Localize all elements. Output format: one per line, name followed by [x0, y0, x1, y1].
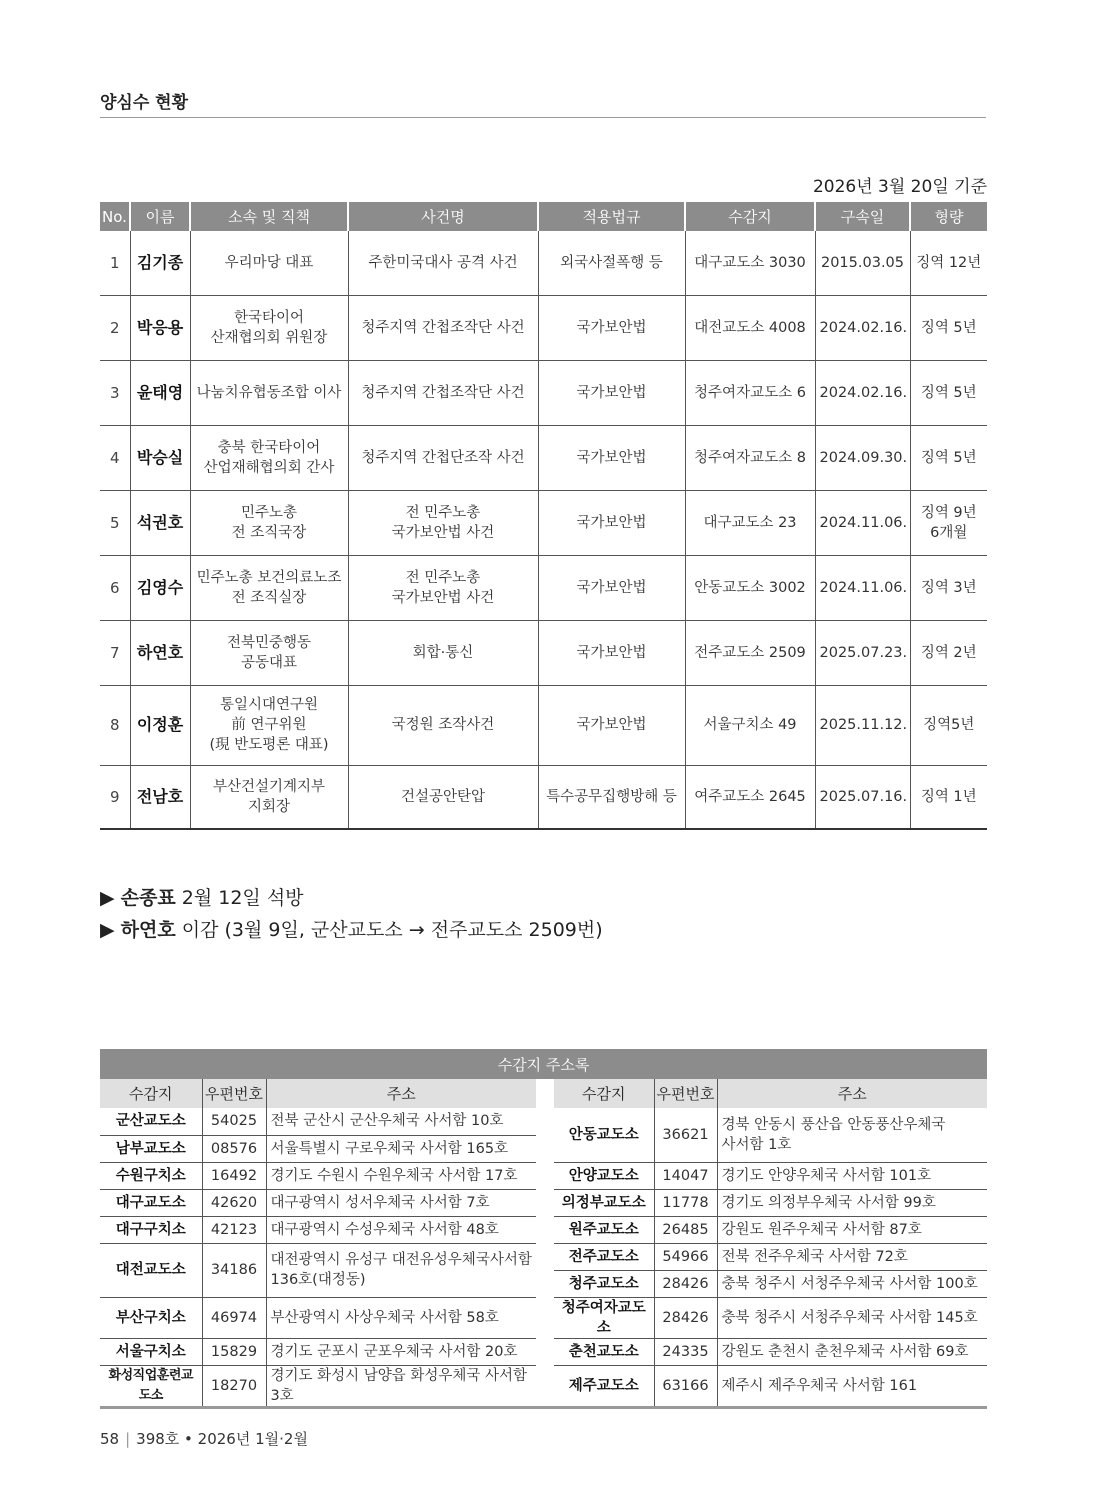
address-row: [100, 1189, 987, 1216]
arrest-date-cell: 2024.09.30.: [815, 425, 910, 490]
institution-name: 제주교도소: [554, 1365, 654, 1407]
triangle-right-icon: ▶: [100, 919, 115, 941]
prison-cell: 대구교도소 3030: [685, 231, 815, 295]
case-cell: 전 민주노총 국가보안법 사건: [348, 555, 538, 620]
note-name: 하연호: [120, 919, 176, 941]
col-case: 사건명: [348, 202, 538, 231]
case-cell: 청주지역 간첩조작단 사건: [348, 295, 538, 360]
law-cell: 국가보안법: [538, 620, 685, 685]
table-row: [100, 685, 987, 765]
col-prison: 수감지: [685, 202, 815, 231]
row-number: 9: [100, 765, 130, 829]
institution-name: 전주교도소: [554, 1243, 654, 1270]
zip-code: 42123: [202, 1216, 266, 1243]
table-row: [100, 295, 987, 360]
page-footer: 58 | 398호 • 2026년 1월·2월: [100, 1430, 308, 1448]
law-cell: 국가보안법: [538, 685, 685, 765]
col-arrest-date: 구속일: [815, 202, 910, 231]
affiliation-cell: 충북 한국타이어 산업재해협의회 간사: [190, 425, 348, 490]
law-cell: 국가보안법: [538, 425, 685, 490]
zip-code: 28426: [654, 1297, 717, 1338]
institution-name: 남부교도소: [100, 1135, 202, 1162]
basis-date: 2026년 3월 20일 기준: [812, 177, 987, 197]
sentence-cell: 징역 2년: [910, 620, 987, 685]
zip-code: 11778: [654, 1189, 717, 1216]
note-text: 2월 12일 석방: [175, 887, 304, 909]
address-table-caption: 수감지 주소록: [100, 1049, 987, 1079]
case-cell: 건설공안탄압: [348, 765, 538, 829]
address-row: [100, 1216, 987, 1243]
prisoner-name: 박응용: [130, 295, 190, 360]
institution-name: 군산교도소: [100, 1108, 202, 1135]
zip-code: 54025: [202, 1108, 266, 1135]
mailing-address: 대전광역시 유성구 대전유성우체국사서함 136호(대정동): [266, 1243, 536, 1297]
law-cell: 국가보안법: [538, 295, 685, 360]
mailing-address: 강원도 원주우체국 사서함 87호: [717, 1216, 987, 1243]
prisoner-name: 전남호: [130, 765, 190, 829]
row-number: 6: [100, 555, 130, 620]
mailing-address: 부산광역시 사상우체국 사서함 58호: [266, 1297, 536, 1338]
arrest-date-cell: 2024.11.06.: [815, 490, 910, 555]
col-no: No.: [100, 202, 130, 231]
mailing-address: 전북 전주우체국 사서함 72호: [717, 1243, 987, 1270]
prisoner-table-header: [100, 202, 987, 231]
prison-cell: 안동교도소 3002: [685, 555, 815, 620]
arrest-date-cell: 2024.02.16.: [815, 295, 910, 360]
prison-cell: 청주여자교도소 8: [685, 425, 815, 490]
address-row: [100, 1338, 987, 1365]
zip-code: 18270: [202, 1365, 266, 1407]
note-line: [100, 914, 603, 946]
table-row: [100, 231, 987, 295]
zip-code: 42620: [202, 1189, 266, 1216]
col-zip: 우편번호: [202, 1079, 266, 1108]
address-row: [100, 1365, 987, 1407]
case-cell: 전 민주노총 국가보안법 사건: [348, 490, 538, 555]
mailing-address: 대구광역시 수성우체국 사서함 48호: [266, 1216, 536, 1243]
mailing-address: 경기도 안양우체국 사서함 101호: [717, 1162, 987, 1189]
zip-code: 08576: [202, 1135, 266, 1162]
row-number: 5: [100, 490, 130, 555]
case-cell: 청주지역 간첩조작단 사건: [348, 360, 538, 425]
col-address: 주소: [717, 1079, 987, 1108]
mailing-address: 경기도 화성시 남양읍 화성우체국 사서함 3호: [266, 1365, 536, 1407]
law-cell: 외국사절폭행 등: [538, 231, 685, 295]
mailing-address: 대구광역시 성서우체국 사서함 7호: [266, 1189, 536, 1216]
arrest-date-cell: 2025.11.12.: [815, 685, 910, 765]
law-cell: 국가보안법: [538, 490, 685, 555]
case-cell: 청주지역 간첩단조작 사건: [348, 425, 538, 490]
law-cell: 국가보안법: [538, 555, 685, 620]
note-text: 이감 (3월 9일, 군산교도소 → 전주교도소 2509번): [175, 919, 603, 941]
col-affiliation: 소속 및 직책: [190, 202, 348, 231]
page-number: 58: [100, 1430, 120, 1448]
prisoner-name: 이정훈: [130, 685, 190, 765]
prison-cell: 서울구치소 49: [685, 685, 815, 765]
prisoner-name: 박승실: [130, 425, 190, 490]
sentence-cell: 징역5년: [910, 685, 987, 765]
institution-name: 안동교도소: [554, 1108, 654, 1162]
mailing-address: 충북 청주시 서청주우체국 사서함 145호: [717, 1297, 987, 1338]
col-institution: 수감지: [100, 1079, 202, 1108]
mailing-address: 경기도 수원시 수원우체국 사서함 17호: [266, 1162, 536, 1189]
law-cell: 국가보안법: [538, 360, 685, 425]
col-sentence: 형량: [910, 202, 987, 231]
table-row: [100, 620, 987, 685]
mailing-address: 강원도 춘천시 춘천우체국 사서함 69호: [717, 1338, 987, 1365]
row-number: 1: [100, 231, 130, 295]
zip-code: 63166: [654, 1365, 717, 1407]
affiliation-cell: 통일시대연구원 前 연구위원 (現 반도평론 대표): [190, 685, 348, 765]
row-number: 2: [100, 295, 130, 360]
prisoner-name: 김영수: [130, 555, 190, 620]
col-institution: 수감지: [554, 1079, 654, 1108]
row-number: 4: [100, 425, 130, 490]
affiliation-cell: 한국타이어 산재협의회 위원장: [190, 295, 348, 360]
issue-info: 398호 • 2026년 1월·2월: [136, 1430, 308, 1448]
institution-name: 청주교도소: [554, 1270, 654, 1297]
sentence-cell: 징역 3년: [910, 555, 987, 620]
prisoner-table: [100, 202, 987, 830]
institution-name: 안양교도소: [554, 1162, 654, 1189]
prison-cell: 대전교도소 4008: [685, 295, 815, 360]
mailing-address: 전북 군산시 군산우체국 사서함 10호: [266, 1108, 536, 1135]
affiliation-cell: 나눔치유협동조합 이사: [190, 360, 348, 425]
sentence-cell: 징역 5년: [910, 360, 987, 425]
affiliation-cell: 우리마당 대표: [190, 231, 348, 295]
affiliation-cell: 부산건설기계지부 지회장: [190, 765, 348, 829]
zip-code: 26485: [654, 1216, 717, 1243]
triangle-right-icon: ▶: [100, 887, 115, 909]
prisoner-name: 김기종: [130, 231, 190, 295]
institution-name: 원주교도소: [554, 1216, 654, 1243]
address-row: [100, 1108, 987, 1135]
sentence-cell: 징역 9년 6개월: [910, 490, 987, 555]
prisoner-name: 하연호: [130, 620, 190, 685]
affiliation-cell: 민주노총 보건의료노조 전 조직실장: [190, 555, 348, 620]
mailing-address: 경북 안동시 풍산읍 안동풍산우체국 사서함 1호: [717, 1108, 987, 1162]
sentence-cell: 징역 5년: [910, 425, 987, 490]
institution-name: 화성직업훈련교도소: [100, 1365, 202, 1407]
arrest-date-cell: 2015.03.05: [815, 231, 910, 295]
zip-code: 54966: [654, 1243, 717, 1270]
table-row: [100, 765, 987, 829]
address-row: [100, 1243, 987, 1270]
row-number: 8: [100, 685, 130, 765]
institution-name: 대전교도소: [100, 1243, 202, 1297]
zip-code: 36621: [654, 1108, 717, 1162]
arrest-date-cell: 2024.11.06.: [815, 555, 910, 620]
sentence-cell: 징역 5년: [910, 295, 987, 360]
sentence-cell: 징역 12년: [910, 231, 987, 295]
address-row: [100, 1162, 987, 1189]
affiliation-cell: 민주노총 전 조직국장: [190, 490, 348, 555]
institution-name: 청주여자교도소: [554, 1297, 654, 1338]
address-table-header: [100, 1079, 987, 1108]
table-row: [100, 425, 987, 490]
col-name: 이름: [130, 202, 190, 231]
table-row: [100, 360, 987, 425]
col-address: 주소: [266, 1079, 536, 1108]
prison-cell: 대구교도소 23: [685, 490, 815, 555]
note-line: [100, 882, 603, 914]
section-title: 양심수 현황: [100, 93, 189, 113]
institution-name: 서울구치소: [100, 1338, 202, 1365]
arrest-date-cell: 2025.07.23.: [815, 620, 910, 685]
zip-code: 24335: [654, 1338, 717, 1365]
case-cell: 주한미국대사 공격 사건: [348, 231, 538, 295]
arrest-date-cell: 2024.02.16.: [815, 360, 910, 425]
table-row: [100, 555, 987, 620]
prison-cell: 청주여자교도소 6: [685, 360, 815, 425]
row-number: 3: [100, 360, 130, 425]
sentence-cell: 징역 1년: [910, 765, 987, 829]
title-divider: [100, 117, 986, 118]
institution-name: 춘천교도소: [554, 1338, 654, 1365]
affiliation-cell: 전북민중행동 공동대표: [190, 620, 348, 685]
zip-code: 15829: [202, 1338, 266, 1365]
case-cell: 국정원 조작사건: [348, 685, 538, 765]
prisoner-name: 석권호: [130, 490, 190, 555]
prisoner-name: 윤태영: [130, 360, 190, 425]
arrest-date-cell: 2025.07.16.: [815, 765, 910, 829]
table-row: [100, 490, 987, 555]
institution-name: 부산구치소: [100, 1297, 202, 1338]
zip-code: 14047: [654, 1162, 717, 1189]
address-row: [100, 1297, 987, 1338]
zip-code: 28426: [654, 1270, 717, 1297]
col-zip: 우편번호: [654, 1079, 717, 1108]
address-table: [100, 1049, 987, 1409]
institution-name: 대구구치소: [100, 1216, 202, 1243]
row-number: 7: [100, 620, 130, 685]
mailing-address: 경기도 의정부우체국 사서함 99호: [717, 1189, 987, 1216]
mailing-address: 경기도 군포시 군포우체국 사서함 20호: [266, 1338, 536, 1365]
law-cell: 특수공무집행방해 등: [538, 765, 685, 829]
prison-cell: 여주교도소 2645: [685, 765, 815, 829]
note-name: 손종표: [120, 887, 176, 909]
status-notes: [100, 882, 603, 946]
zip-code: 34186: [202, 1243, 266, 1297]
zip-code: 16492: [202, 1162, 266, 1189]
mailing-address: 서울특별시 구로우체국 사서함 165호: [266, 1135, 536, 1162]
col-law: 적용법규: [538, 202, 685, 231]
mailing-address: 충북 청주시 서청주우체국 사서함 100호: [717, 1270, 987, 1297]
prison-cell: 전주교도소 2509: [685, 620, 815, 685]
institution-name: 수원구치소: [100, 1162, 202, 1189]
mailing-address: 제주시 제주우체국 사서함 161: [717, 1365, 987, 1407]
zip-code: 46974: [202, 1297, 266, 1338]
case-cell: 회합·통신: [348, 620, 538, 685]
institution-name: 의정부교도소: [554, 1189, 654, 1216]
institution-name: 대구교도소: [100, 1189, 202, 1216]
